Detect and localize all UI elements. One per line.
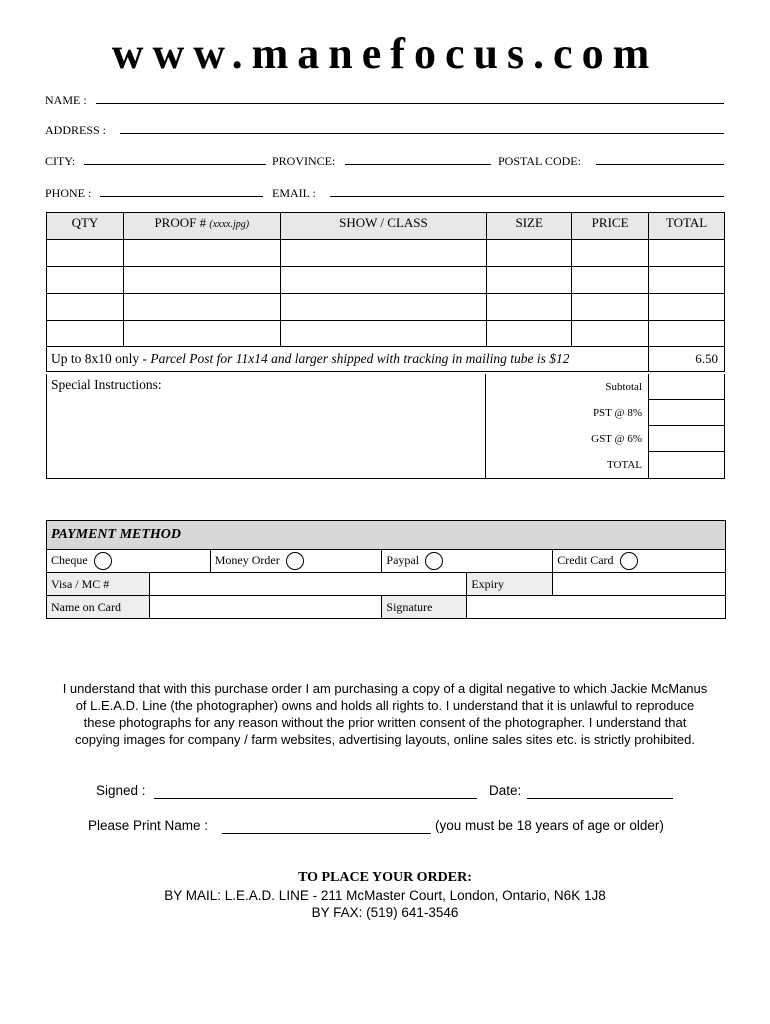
gst-label: GST @ 6% [591, 433, 642, 445]
money-order-option[interactable] [210, 550, 382, 573]
subtotal-label: Subtotal [605, 381, 642, 393]
email-label: EMAIL : [272, 186, 316, 200]
province-field[interactable] [345, 164, 491, 165]
money-order-label: Money Order [214, 552, 280, 567]
qty-cell[interactable] [47, 240, 124, 267]
signed-field[interactable] [154, 798, 477, 799]
proof-cell[interactable] [123, 294, 280, 321]
postal-code-label: POSTAL CODE: [498, 154, 581, 168]
signature-field[interactable] [467, 596, 726, 619]
show-class-cell[interactable] [280, 294, 487, 321]
size-cell[interactable] [487, 321, 572, 347]
price-cell[interactable] [572, 267, 649, 294]
special-instructions-label: Special Instructions: [51, 377, 162, 392]
show-class-cell[interactable] [280, 240, 487, 267]
print-name-label: Please Print Name : [88, 818, 209, 833]
qty-cell[interactable] [47, 294, 124, 321]
order-header-row [47, 213, 725, 240]
total-cell[interactable] [649, 267, 725, 294]
cheque-option[interactable] [47, 550, 211, 573]
email-field[interactable] [330, 196, 724, 197]
card-number-field[interactable] [149, 573, 466, 596]
shipping-note-italic: Parcel Post for 11x14 and larger shipped with tracking in mailing tube is $12 [150, 351, 570, 366]
proof-header-label: PROOF # [154, 215, 207, 230]
size-cell[interactable] [487, 240, 572, 267]
size-header: SIZE [487, 213, 572, 240]
money-order-radio[interactable] [286, 552, 304, 570]
credit-card-label: Credit Card [557, 552, 614, 567]
price-cell[interactable] [572, 294, 649, 321]
special-instructions-box[interactable] [46, 374, 486, 479]
date-label: Date: [489, 783, 522, 798]
postal-code-field[interactable] [596, 164, 724, 165]
order-row [47, 240, 725, 267]
show-class-cell[interactable] [280, 321, 487, 347]
paypal-option[interactable] [382, 550, 553, 573]
cheque-radio[interactable] [94, 552, 112, 570]
payment-table [46, 520, 726, 619]
name-field[interactable] [96, 103, 724, 104]
total-header: TOTAL [649, 213, 725, 240]
order-row [47, 294, 725, 321]
name-on-card-field[interactable] [149, 596, 382, 619]
qty-header: QTY [47, 213, 124, 240]
address-label: ADDRESS : [45, 123, 107, 137]
order-row [47, 321, 725, 347]
city-field[interactable] [84, 164, 266, 165]
show-class-cell[interactable] [280, 267, 487, 294]
totals-labels [486, 374, 648, 479]
proof-cell[interactable] [123, 267, 280, 294]
phone-label: PHONE : [45, 186, 92, 200]
total-cell[interactable] [649, 240, 725, 267]
paypal-radio[interactable] [425, 552, 443, 570]
phone-field[interactable] [100, 196, 263, 197]
proof-cell[interactable] [123, 240, 280, 267]
price-cell[interactable] [572, 240, 649, 267]
age-note: (you must be 18 years of age or older) [435, 818, 664, 833]
order-row [47, 267, 725, 294]
credit-card-option[interactable] [553, 550, 726, 573]
totals-values [648, 374, 725, 479]
mail-address: BY MAIL: L.E.A.D. LINE - 211 McMaster Court, London, Ontario, N6K 1J8 [164, 888, 606, 903]
place-order-heading: TO PLACE YOUR ORDER: [298, 870, 472, 885]
gst-value[interactable] [649, 426, 724, 452]
signed-label: Signed : [96, 783, 146, 798]
subtotal-value[interactable] [649, 374, 724, 400]
fax-number: BY FAX: (519) 641-3546 [311, 905, 459, 920]
price-cell[interactable] [572, 321, 649, 347]
qty-cell[interactable] [47, 267, 124, 294]
province-label: PROVINCE: [272, 154, 336, 168]
shipping-row [47, 347, 725, 372]
site-title: www.manefocus.com [111, 29, 659, 78]
name-on-card-label: Name on Card [47, 596, 150, 619]
address-field[interactable] [120, 133, 724, 134]
paypal-label: Paypal [386, 552, 420, 567]
print-name-field[interactable] [222, 833, 431, 834]
shipping-total: 6.50 [649, 347, 725, 372]
show-class-header: SHOW / CLASS [280, 213, 487, 240]
price-header: PRICE [572, 213, 649, 240]
total-cell[interactable] [649, 321, 725, 347]
qty-cell[interactable] [47, 321, 124, 347]
date-field[interactable] [527, 798, 673, 799]
pst-value[interactable] [649, 400, 724, 426]
expiry-label: Expiry [467, 573, 553, 596]
size-cell[interactable] [487, 267, 572, 294]
credit-card-radio[interactable] [620, 552, 638, 570]
total-value[interactable] [649, 452, 724, 478]
shipping-note [47, 347, 649, 372]
payment-method-heading: PAYMENT METHOD [47, 521, 726, 550]
cheque-label: Cheque [51, 552, 88, 567]
total-label: TOTAL [607, 459, 642, 471]
proof-hint: (xxxx.jpg) [209, 219, 250, 230]
total-cell[interactable] [649, 294, 725, 321]
size-cell[interactable] [487, 294, 572, 321]
order-table [46, 212, 725, 372]
proof-header [123, 213, 280, 240]
shipping-note-plain: Up to 8x10 only - [51, 351, 151, 366]
city-label: CITY: [45, 154, 76, 168]
pst-label: PST @ 8% [592, 407, 642, 419]
agreement-text: I understand that with this purchase order I am purchasing a copy of a digital negative to which Jackie McManus of L.E.A.D. Line (the photographer) owns and holds all rights to. I understand that it is unlawful to reproduce these photographs for any reason without the prior written consent of the photographer. I understand that copying images for company / farm websites, advertising layouts, online sales sites etc. is strictly prohibited. [62, 681, 708, 747]
name-label: NAME : [45, 93, 87, 107]
visa-mc-label: Visa / MC # [47, 573, 150, 596]
expiry-field[interactable] [553, 573, 726, 596]
signature-label: Signature [382, 596, 467, 619]
proof-cell[interactable] [123, 321, 280, 347]
